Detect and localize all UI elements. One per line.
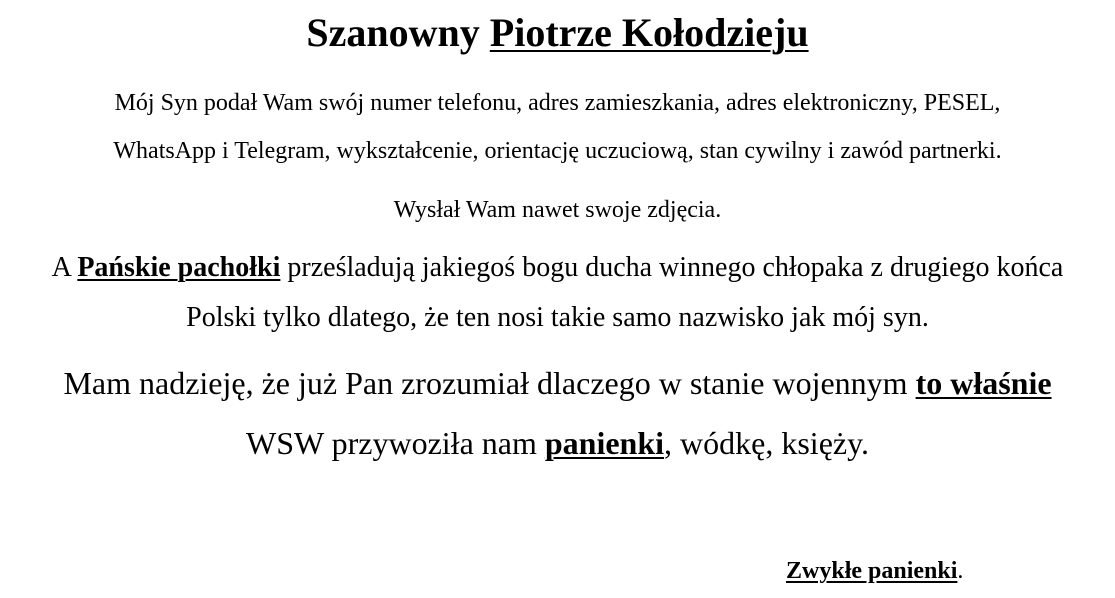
signature-emphasis: Zwykłe panienki [786, 558, 958, 584]
heading-greeting: Szanowny [306, 10, 480, 55]
paragraph-personal-data-line-2: WhatsApp i Telegram, wykształcenie, orientację uczuciową, stan cywilny i zawód partnerki. [113, 138, 1002, 164]
paragraph-persecution-prefix: A [51, 252, 78, 283]
paragraph-martial-law-suffix: , wódkę, księży. [664, 425, 870, 461]
paragraph-martial-law-line-2 [0, 413, 1115, 473]
paragraph-martial-law-prefix: WSW przywoziła nam [245, 425, 545, 461]
signature-suffix: . [957, 558, 964, 584]
paragraph-persecution-line-2: Polski tylko dlatego, że ten nosi takie samo nazwisko jak mój syn. [186, 302, 929, 333]
letter-heading [0, 0, 1115, 58]
paragraph-martial-law-text: Mam nadzieję, że już Pan zrozumiał dlaczego w stanie wojennym [63, 365, 916, 401]
paragraph-martial-law [0, 353, 1115, 473]
paragraph-persecution-rest: prześladują jakiegoś bogu ducha winnego chłopaka z drugiego końca [280, 252, 1064, 283]
emphasis-panskie-pacholki: Pańskie pachołki [77, 252, 281, 283]
paragraph-martial-law-line-1 [0, 353, 1115, 413]
paragraph-personal-data-line-1: Mój Syn podał Wam swój numer telefonu, adres zamieszkania, adres elektroniczny, PESEL, [114, 90, 1001, 116]
paragraph-photos: Wysłał Wam nawet swoje zdjęcia. [393, 197, 722, 223]
paragraph-personal-data [0, 79, 1115, 175]
heading-addressee-name: Piotrze Kołodzieju [489, 10, 809, 55]
signature [786, 554, 963, 588]
paragraph-persecution [0, 243, 1115, 343]
paragraph-persecution-line-1 [0, 243, 1115, 293]
emphasis-to-wlasnie: to właśnie [915, 365, 1052, 401]
emphasis-panienki: panienki [544, 425, 665, 461]
